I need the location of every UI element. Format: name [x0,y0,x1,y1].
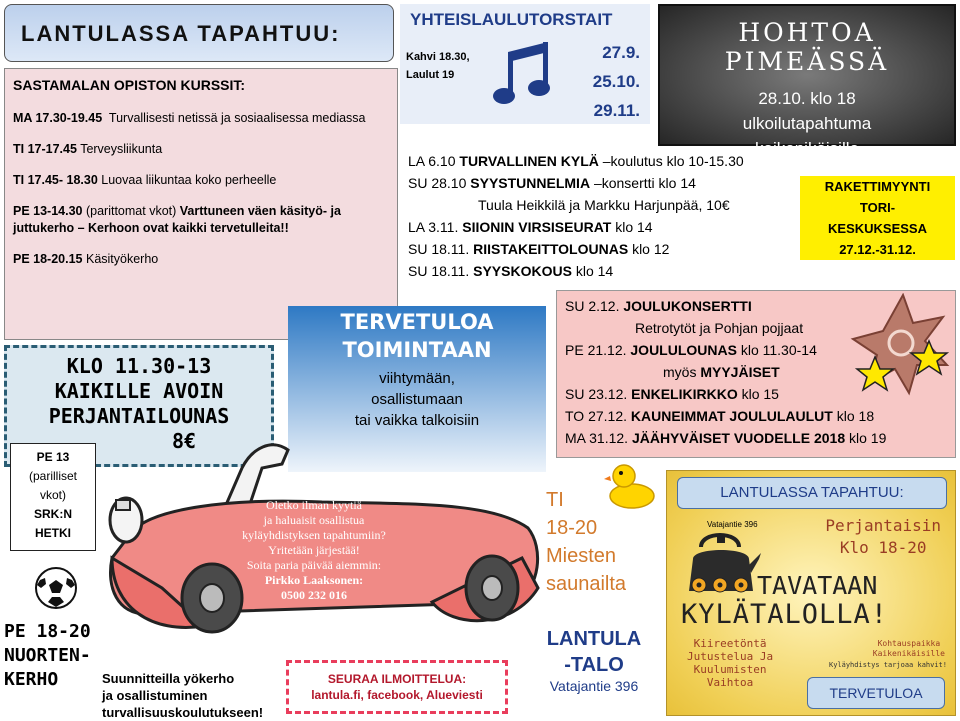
event-item: SU 18.11. SYYSKOKOUS klo 14 [408,263,614,279]
raketti-line: KESKUKSESSA [828,221,927,236]
raketti-dates: 27.12.-31.12. [839,242,916,257]
event-item: LA 3.11. SIIONIN VIRSISEURAT klo 14 [408,219,653,235]
autumn-events-list [408,150,798,282]
tervetuloa-title: TERVETULOA [340,310,494,334]
poster-header: LANTULASSA TAPAHTUU: [677,477,947,509]
poster-meeting-place: Kohtauspaikka Kaikenikäisille [872,639,945,658]
header-title: LANTULASSA TAPAHTUU: [21,21,341,46]
hohtoa-line: ulkoilutapahtuma [742,114,872,133]
poster-footer: TERVETULOA [807,677,945,709]
contact-name: Pirkko Laaksonen: [264,573,364,587]
course-item: TI 17.45- 18.30 Luovaa liikuntaa koko perheelle [13,173,277,187]
rakettimyynti-box [800,176,955,260]
poster-address: Vatajantie 396 [707,520,758,529]
event-item: LA 6.10 TURVALLINEN KYLÄ –koulutus klo 10-15.30 [408,153,744,169]
event-item: Tuula Heikkilä ja Markku Harjunpää, 10€ [478,197,730,213]
srk-box: PE 13 (parilliset vkot) SRK:N HETKI [10,443,96,551]
follow-links: lantula.fi, facebook, Alueviesti [311,688,483,702]
yhteislaulu-title: YHTEISLAULUTORSTAIT [410,10,613,29]
raketti-line: TORI- [859,200,896,215]
follow-box [286,660,508,714]
tervetuloa-text: viihtymään, osallistumaan tai vaikka talkoisiin [354,370,480,429]
courses-box [4,68,398,340]
poster-time: Perjantaisin Klo 18-20 [825,516,941,557]
course-item: TI 17-17.45 Terveysliikunta [13,142,163,156]
hohtoa-line: kaikenikäisille [755,139,859,158]
hohtoa-box [658,4,956,158]
tervetuloa-title: TOIMINTAAN [342,338,492,362]
poster-kylatalolla: KYLÄTALOLLA! [681,599,889,630]
course-item: PE 13-14.30 (parittomat vkot) Varttuneen väen käsityö- ja juttukerho – Kerhoon ovat kaikki tervetulleita!! [13,204,341,235]
poster-coffee: Kyläyhdistys tarjoaa kahvit! [828,661,947,669]
poster-description: Kiireetöntä Jutustelua Ja Kuulumisten Vaihtoa [687,637,774,689]
lantula-talo-label: LANTULA -TALO Vatajantie 396 [546,628,642,694]
car-ride-text: Oletko ilman kyytiä ja haluaisit osallistua kyläyhdistyksen tapahtumiin? Yritetään järjestää! Soita paria päivää aiemmin: Pirkko Laaksonen: 0500 232 016 [200,498,428,603]
course-item: MA 17.30-19.45 Turvallisesti netissä ja sosiaalisessa mediassa [13,111,366,125]
poster-tavataan: TAVATAAN [757,571,878,600]
lunch-text: KLO 11.30-13 KAIKILLE AVOIN PERJANTAILOUNAS 8€ [48,354,230,453]
event-item: PE 21.12. JOULULOUNAS klo 11.30-14 [565,342,817,358]
plans-text: Suunnitteilla yökerho ja osallistuminen turvallisuuskoulutukseen! [102,671,264,720]
event-item: TO 27.12. KAUNEIMMAT JOULULAULUT klo 18 [565,408,875,424]
sauna-text: TI 18-20 Miesten saunailta [546,489,627,595]
event-item: SU 23.12. ENKELIKIRKKO klo 15 [565,386,779,402]
flower-decoration-icon [689,575,751,595]
course-item: PE 18-20.15 Käsityökerho [13,252,159,266]
youth-club-text: PE 18-20 NUORTEN- KERHO [4,621,91,690]
courses-title: SASTAMALAN OPISTON KURSSIT: [13,77,246,93]
yhteislaulu-times: Kahvi 18.30, Laulut 19 [406,51,470,81]
christmas-events-box [556,290,956,458]
event-item: MA 31.12. JÄÄHYVÄISET VUODELLE 2018 klo 19 [565,430,887,446]
soccer-ball-icon [34,566,78,610]
event-item: SU 28.10 SYYSTUNNELMIA –konsertti klo 14 [408,175,696,191]
yhteislaulu-dates: 27.9. 25.10. 29.11. [592,43,640,120]
event-item: SU 2.12. JOULUKONSERTTI [565,298,752,314]
hohtoa-title: HOHTOA PIMEÄSSÄ [724,18,890,76]
raketti-line: RAKETTIMYYNTI [824,179,931,194]
star-decoration-icon [847,293,953,397]
hohtoa-date: 28.10. klo 18 [758,89,856,108]
friday-poster [666,470,956,716]
header-banner [4,4,394,62]
music-note-icon [492,38,554,110]
event-item: myös MYYJÄISET [663,364,780,380]
yhteislaulu-box [400,4,650,124]
follow-title: SEURAA ILMOITTELUA: [327,672,467,686]
contact-phone: 0500 232 016 [281,588,347,602]
event-item: Retrotytöt ja Pohjan pojjaat [635,320,804,336]
event-item: SU 18.11. RIISTAKEITTOLOUNAS klo 12 [408,241,670,257]
